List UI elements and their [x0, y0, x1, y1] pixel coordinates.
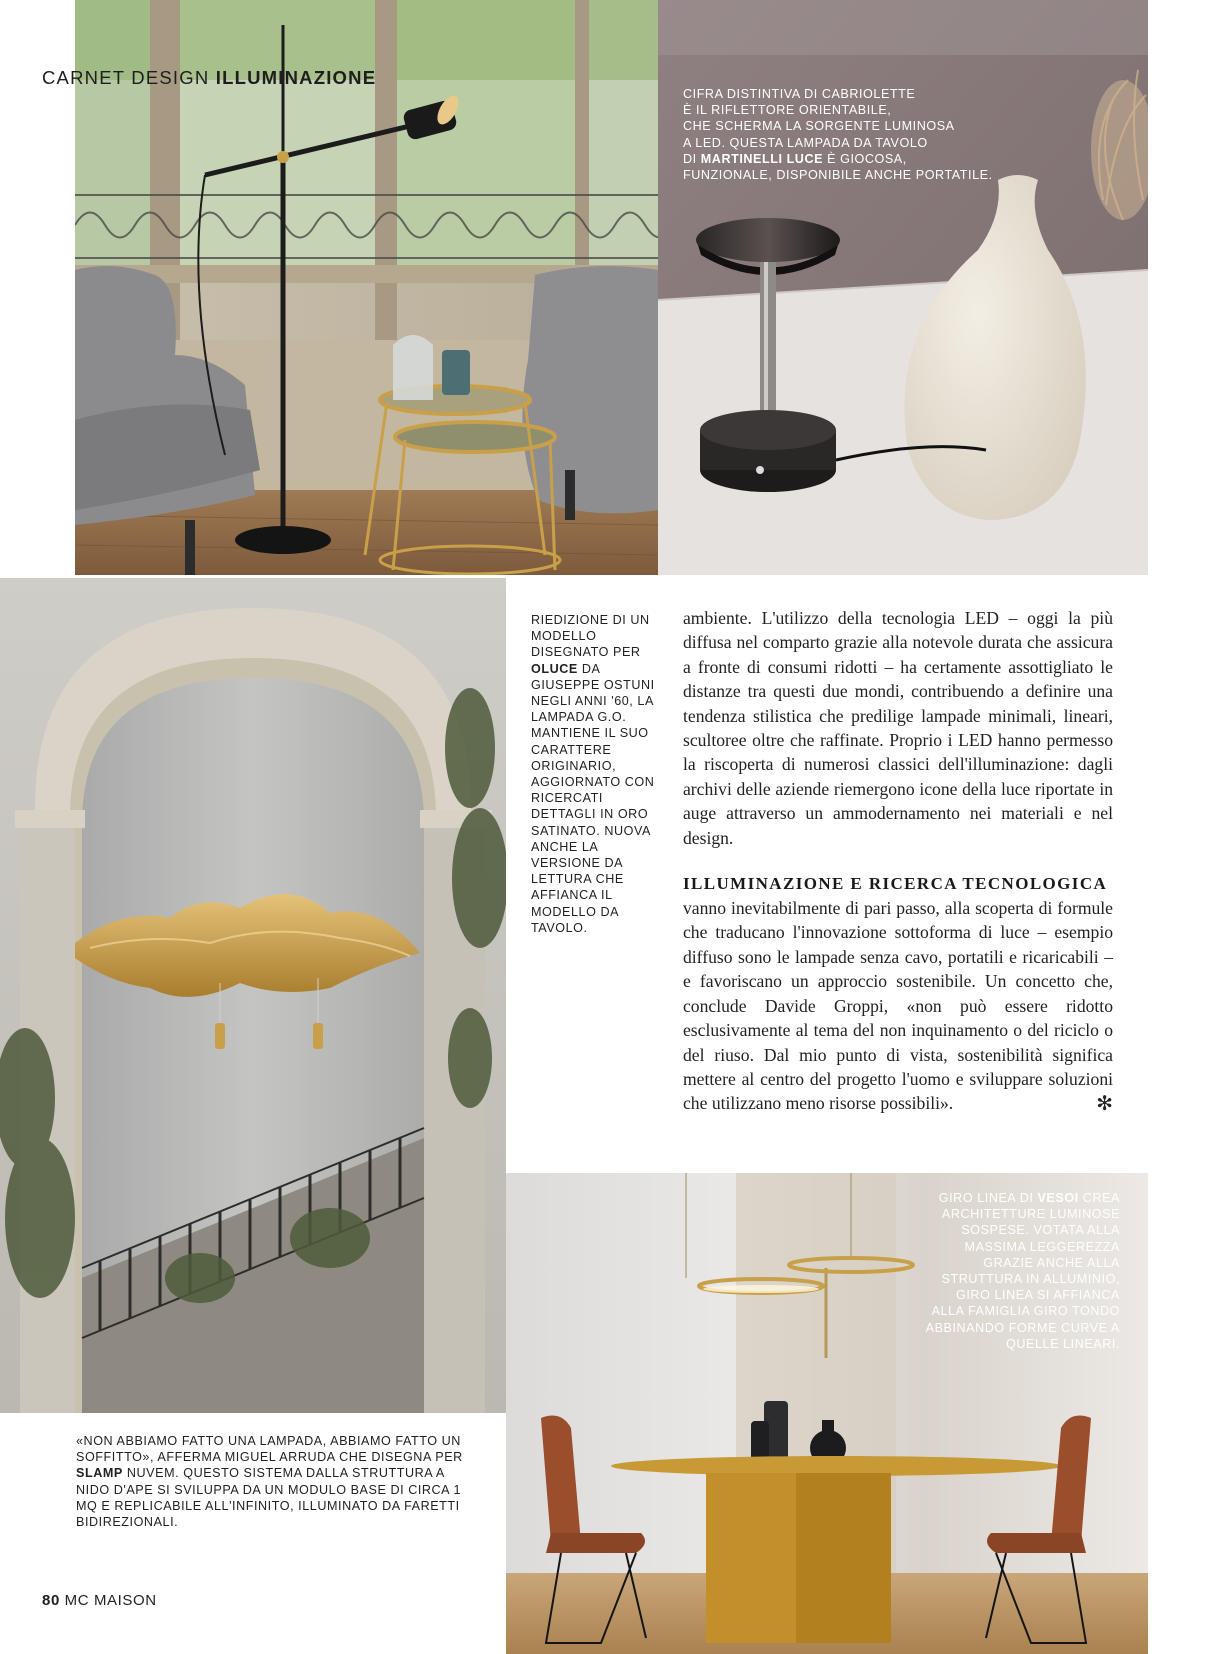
article-paragraph-2 — [683, 896, 1113, 1116]
article-paragraph-2-text: vanno inevitabilmente di pari passo, alla scoperta di formule che traducano l'innovazione sottoforma di luce – esempio diffuso sono le lampade senza cavo, portatili e ricaricabili – e favoriscano un approccio sostenibile. Un concetto che, conclude Davide Groppi, «non può essere ridotto esclusivamente al tema del non inquinamento o del riciclo o del riuso. Dal mio punto di vista, sostenibilità significa mettere al centro del progetto l'uomo e sviluppare soluzioni che utilizzano meno risorse possibili». — [683, 898, 1113, 1114]
caption-text: NUVEM. QUESTO SISTEMA DALLA STRUTTURA A NIDO D'APE SI SVILUPPA DA UN MODULO BASE DI CIRCA 1 MQ E REPLICABILE ALL'INFINITO, ILLUMINATO DA FARETTI BIDIREZIONALI. — [76, 1466, 462, 1530]
caption-line: CIFRA DISTINTIVA DI CABRIOLETTE — [683, 87, 916, 101]
caption-vesoi — [925, 1190, 1120, 1352]
page-number: 80 — [42, 1592, 60, 1609]
caption-line: FUNZIONALE, DISPONIBILE ANCHE PORTATILE. — [683, 168, 993, 183]
caption-cabriolette — [683, 86, 1033, 183]
caption-line: A LED. QUESTA LAMPADA DA TAVOLO — [683, 135, 928, 150]
end-mark-icon: ✻ — [1096, 1091, 1113, 1116]
article-body — [683, 606, 1113, 1116]
brand-vesoi: VESOI — [1037, 1191, 1079, 1205]
kicker-bold: ILLUMINAZIONE — [215, 67, 377, 88]
article-paragraph-1: ambiente. L'utilizzo della tecnologia LED – oggi la più diffusa nel comparto grazie alla notevole durata che assicura a fronte di consumi ridotti – ha certamente assottigliato le distanze tra questi due mondi, contribuendo a definire una tendenza stilistica che predilige lampade minimali, lineari, scultoree oltre che raffinate. Proprio i LED hanno permesso la riscoperta di numerosi classici dell'illuminazione: dagli archivi delle aziende riemergono icone della luce riportate in auge attraverso un ammodernamento nei materiali e nel design. — [683, 608, 1113, 848]
section-kicker — [42, 67, 376, 89]
kicker-light: CARNET DESIGN — [42, 67, 210, 88]
caption-text: «NON ABBIAMO FATTO UNA LAMPADA, ABBIAMO FATTO UN SOFFITTO», AFFERMA MIGUEL ARRUDA CHE DISEGNA PER — [76, 1434, 463, 1465]
caption-line — [683, 151, 1033, 167]
brand-oluce: OLUCE — [531, 661, 578, 676]
caption-slamp — [76, 1433, 476, 1530]
caption-text: CREA ARCHITETTURE LUMINOSE SOSPESE. VOTATA ALLA MASSIMA LEGGEREZZA GRAZIE ANCHE ALLA STRUTTURA IN ALLUMINIO, GIRO LINEA SI AFFIANCA ALLA FAMIGLIA GIRO TONDO ABBINANDO FORME CURVE A QUELLE LINEARI. — [925, 1191, 1120, 1351]
caption-text: È GIOCOSA, — [827, 151, 907, 166]
caption-line: CHE SCHERMA LA SORGENTE LUMINOSA — [683, 119, 955, 134]
page-folio — [42, 1592, 157, 1609]
brand-slamp: SLAMP — [76, 1466, 123, 1481]
caption-text: DI — [683, 151, 697, 166]
article-heading: ILLUMINAZIONE E RICERCA TECNOLOGICA — [683, 874, 1108, 894]
caption-line: È IL RIFLETTORE ORIENTABILE, — [683, 103, 892, 118]
caption-text: RIEDIZIONE DI UN MODELLO DISEGNATO PER — [531, 613, 650, 660]
caption-oluce — [531, 612, 669, 936]
caption-text: DA GIUSEPPE OSTUNI NEGLI ANNI '60, LA LAMPADA G.O. MANTIENE IL SUO CARATTERE ORIGINARIO, AGGIORNATO CON RICERCATI DETTAGLI IN ORO SATINATO. NUOVA ANCHE LA VERSIONE DA LETTURA CHE AFFIANCA IL MODELLO DA TAVOLO. — [531, 661, 655, 935]
publication-name: MC MAISON — [64, 1592, 157, 1609]
photo-slamp-nuvem-arch — [0, 578, 506, 1413]
caption-text: GIRO LINEA DI — [938, 1191, 1034, 1205]
brand-martinelli-luce: MARTINELLI LUCE — [700, 151, 824, 166]
